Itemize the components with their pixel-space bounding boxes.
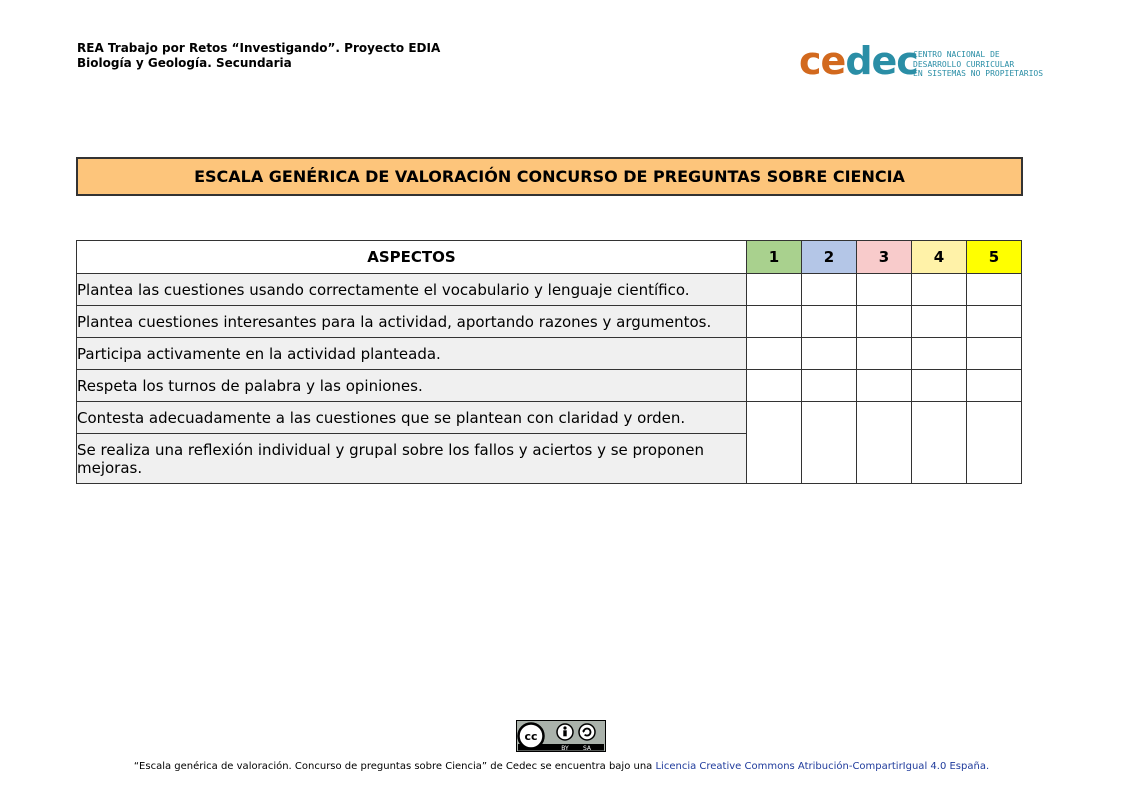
cc-by-sa-icon (516, 720, 606, 752)
document-header (77, 41, 440, 71)
rating-scale-table (76, 240, 1022, 484)
header-project-line: REA Trabajo por Retos “Investigando”. Proyecto EDIA (77, 41, 441, 55)
score-header-2: 2 (802, 241, 857, 274)
score-cell[interactable] (857, 402, 912, 484)
aspect-cell: Plantea las cuestiones usando correctamente el vocabulario y lenguaje científico. (77, 274, 747, 306)
svg-text:cc: cc (524, 730, 538, 743)
table-row (77, 402, 1022, 434)
header-subject-line: Biología y Geología. Secundaria (77, 56, 292, 70)
cc-by-label: BY (561, 745, 569, 752)
score-cell[interactable] (802, 338, 857, 370)
aspects-header: ASPECTOS (77, 241, 747, 274)
cc-sa-label: SA (582, 745, 592, 752)
cedec-logo-wordmark: cedec (799, 39, 918, 83)
cedec-logo-subtitle: CENTRO NACIONAL DE DESARROLLO CURRICULAR EN SISTEMAS NO PROPIETARIOS (913, 50, 1044, 78)
score-cell[interactable] (967, 306, 1022, 338)
page-title: ESCALA GENÉRICA DE VALORACIÓN CONCURSO DE PREGUNTAS SOBRE CIENCIA (76, 157, 1023, 196)
table-row (77, 306, 1022, 338)
aspect-cell: Plantea cuestiones interesantes para la actividad, aportando razones y argumentos. (77, 306, 747, 338)
score-header-3: 3 (857, 241, 912, 274)
license-link[interactable]: Licencia Creative Commons Atribución-CompartirIgual 4.0 España. (655, 761, 990, 772)
score-cell[interactable] (857, 274, 912, 306)
score-cell[interactable] (912, 338, 967, 370)
cedec-logo (799, 39, 1049, 83)
score-cell[interactable] (802, 370, 857, 402)
aspect-cell: Contesta adecuadamente a las cuestiones que se plantean con claridad y orden. (77, 402, 747, 434)
score-cell[interactable] (802, 306, 857, 338)
score-cell[interactable] (967, 370, 1022, 402)
score-cell[interactable] (802, 402, 857, 484)
license-attribution-text: “Escala genérica de valoración. Concurso de preguntas sobre Ciencia” de Cedec se encuentra bajo una (133, 761, 653, 772)
score-cell[interactable] (747, 274, 802, 306)
aspect-cell: Respeta los turnos de palabra y las opiniones. (77, 370, 747, 402)
score-cell[interactable] (857, 306, 912, 338)
score-header-4: 4 (912, 241, 967, 274)
score-cell[interactable] (747, 306, 802, 338)
aspect-cell: Se realiza una reflexión individual y grupal sobre los fallos y aciertos y se proponen mejoras. (77, 434, 747, 484)
score-cell[interactable] (802, 274, 857, 306)
score-cell[interactable] (747, 338, 802, 370)
score-cell[interactable] (967, 274, 1022, 306)
score-cell[interactable] (912, 274, 967, 306)
score-cell[interactable] (747, 370, 802, 402)
table-header-row (77, 241, 1022, 274)
score-cell[interactable] (912, 402, 967, 484)
score-cell[interactable] (912, 370, 967, 402)
table-row (77, 370, 1022, 402)
aspect-cell: Participa activamente en la actividad planteada. (77, 338, 747, 370)
cc-by-sa-badge[interactable] (516, 720, 606, 752)
score-cell[interactable] (912, 306, 967, 338)
score-cell[interactable] (967, 338, 1022, 370)
score-cell[interactable] (857, 370, 912, 402)
score-cell[interactable] (967, 402, 1022, 484)
score-cell[interactable] (747, 402, 802, 484)
score-header-1: 1 (747, 241, 802, 274)
license-footer (0, 761, 1123, 772)
table-row (77, 338, 1022, 370)
score-cell[interactable] (857, 338, 912, 370)
table-row (77, 274, 1022, 306)
score-header-5: 5 (967, 241, 1022, 274)
